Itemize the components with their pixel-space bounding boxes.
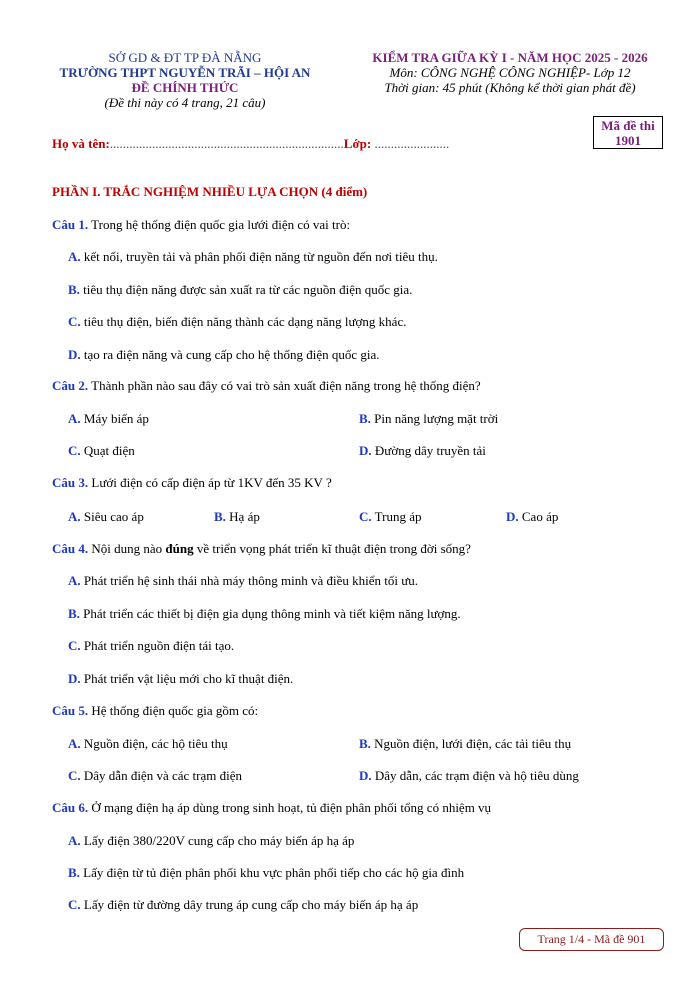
q1-option-b: B. tiêu thụ điện năng được sản xuất ra từ các nguồn điện quốc gia. bbox=[68, 282, 413, 297]
q5-option-b: B. Nguồn điện, lưới điện, các tải tiêu thụ bbox=[359, 736, 572, 751]
q1-option-a: A. kết nối, truyền tải và phân phối điện năng từ nguồn đến nơi tiêu thụ. bbox=[68, 249, 438, 264]
question-text: Ở mạng điện hạ áp dùng trong sinh hoạt, tủ điện phân phối tổng có nhiệm vụ bbox=[91, 800, 492, 815]
q5-option-a: A. Nguồn điện, các hộ tiêu thụ bbox=[68, 736, 228, 751]
q6-option-a: A. Lấy điện 380/220V cung cấp cho máy biến áp hạ áp bbox=[68, 833, 355, 848]
exam-code-label: Mã đề thi bbox=[601, 118, 655, 133]
page-note: (Đề thi này có 4 trang, 21 câu) bbox=[104, 95, 266, 110]
name-dots: ........................................................................ bbox=[109, 136, 344, 151]
official-label: ĐỀ CHÍNH THỨC bbox=[131, 80, 239, 95]
department-name: SỞ GD & ĐT TP ĐÀ NẴNG bbox=[108, 50, 262, 65]
question-5 bbox=[52, 703, 258, 719]
q2-option-b: B. Pin năng lượng mặt trời bbox=[359, 411, 499, 426]
question-number: Câu 3. bbox=[52, 475, 89, 490]
header-right bbox=[350, 50, 670, 95]
question-number: Câu 2. bbox=[52, 378, 89, 393]
question-6 bbox=[52, 800, 491, 816]
q6-option-c: C. Lấy điện từ đường dây trung áp cung cấp cho máy biến áp hạ áp bbox=[68, 897, 419, 912]
q1-option-d: D. tạo ra điện năng và cung cấp cho hệ thống điện quốc gia. bbox=[68, 347, 380, 362]
header-left bbox=[40, 50, 330, 110]
page-footer: Trang 1/4 - Mã đề 901 bbox=[519, 928, 664, 951]
question-number: Câu 1. bbox=[52, 217, 89, 232]
student-info-line bbox=[52, 136, 449, 152]
question-text-start: Nội dung nào bbox=[91, 541, 166, 556]
question-text-end: về triển vọng phát triển kĩ thuật điện trong đời sống? bbox=[193, 541, 471, 556]
question-text-emphasis: đúng bbox=[165, 541, 194, 556]
q4-option-b: B. Phát triển các thiết bị điện gia dụng thông minh và tiết kiệm năng lượng. bbox=[68, 606, 461, 621]
q2-option-a: A. Máy biến áp bbox=[68, 411, 149, 426]
exam-title: KIỂM TRA GIỮA KỲ I - NĂM HỌC 2025 - 2026 bbox=[372, 50, 648, 65]
question-2 bbox=[52, 378, 481, 394]
q4-option-c: C. Phát triển nguồn điện tái tạo. bbox=[68, 638, 235, 653]
question-number: Câu 6. bbox=[52, 800, 89, 815]
q3-option-a: A. Siêu cao áp bbox=[68, 509, 144, 524]
school-name: TRƯỜNG THPT NGUYỄN TRÃI – HỘI AN bbox=[59, 65, 311, 80]
q1-option-c: C. tiêu thụ điện, biến điện năng thành các dạng năng lượng khác. bbox=[68, 314, 407, 329]
section-title-text: PHẦN I. TRẮC NGHIỆM NHIỀU LỰA CHỌN (4 điểm) bbox=[52, 184, 368, 199]
question-3 bbox=[52, 475, 332, 491]
question-text: Hệ thống điện quốc gia gồm có: bbox=[91, 703, 259, 718]
question-4 bbox=[52, 541, 471, 557]
question-1 bbox=[52, 217, 350, 233]
q5-option-c: C. Dây dẫn điện và các trạm điện bbox=[68, 768, 242, 783]
question-text: Lưới điện có cấp điện áp từ 1KV đến 35 KV ? bbox=[91, 475, 332, 490]
question-text: Thành phần nào sau đây có vai trò sản xuất điện năng trong hệ thống điện? bbox=[91, 378, 481, 393]
q2-option-c: C. Quạt điện bbox=[68, 443, 135, 458]
section-title bbox=[52, 184, 367, 200]
q3-option-b: B. Hạ áp bbox=[214, 509, 260, 524]
question-text: Trong hệ thống điện quốc gia lưới điện có vai trò: bbox=[91, 217, 351, 232]
q4-option-a: A. Phát triển hệ sinh thái nhà máy thông minh và điều khiển tối ưu. bbox=[68, 573, 419, 588]
q6-option-b: B. Lấy điện từ tủ điện phân phối khu vực phân phối tiếp cho các hộ gia đình bbox=[68, 865, 465, 880]
question-number: Câu 5. bbox=[52, 703, 89, 718]
subject-line: Môn: CÔNG NGHỆ CÔNG NGHIỆP- Lớp 12 bbox=[389, 65, 631, 80]
exam-code-value: 1901 bbox=[615, 133, 641, 148]
time-line: Thời gian: 45 phút (Không kể thời gian phát đề) bbox=[384, 80, 636, 95]
q3-option-d: D. Cao áp bbox=[506, 509, 559, 524]
class-label: Lớp: bbox=[343, 136, 372, 151]
q2-option-d: D. Đường dây truyền tải bbox=[359, 443, 486, 458]
question-number: Câu 4. bbox=[52, 541, 89, 556]
q4-option-d: D. Phát triển vật liệu mới cho kĩ thuật điện. bbox=[68, 671, 294, 686]
exam-code-box bbox=[593, 116, 663, 149]
class-dots: ....................... bbox=[374, 136, 450, 151]
q5-option-d: D. Dây dẫn, các trạm điện và hộ tiêu dùng bbox=[359, 768, 579, 783]
name-label: Họ và tên: bbox=[52, 136, 110, 151]
q3-option-c: C. Trung áp bbox=[359, 509, 422, 524]
